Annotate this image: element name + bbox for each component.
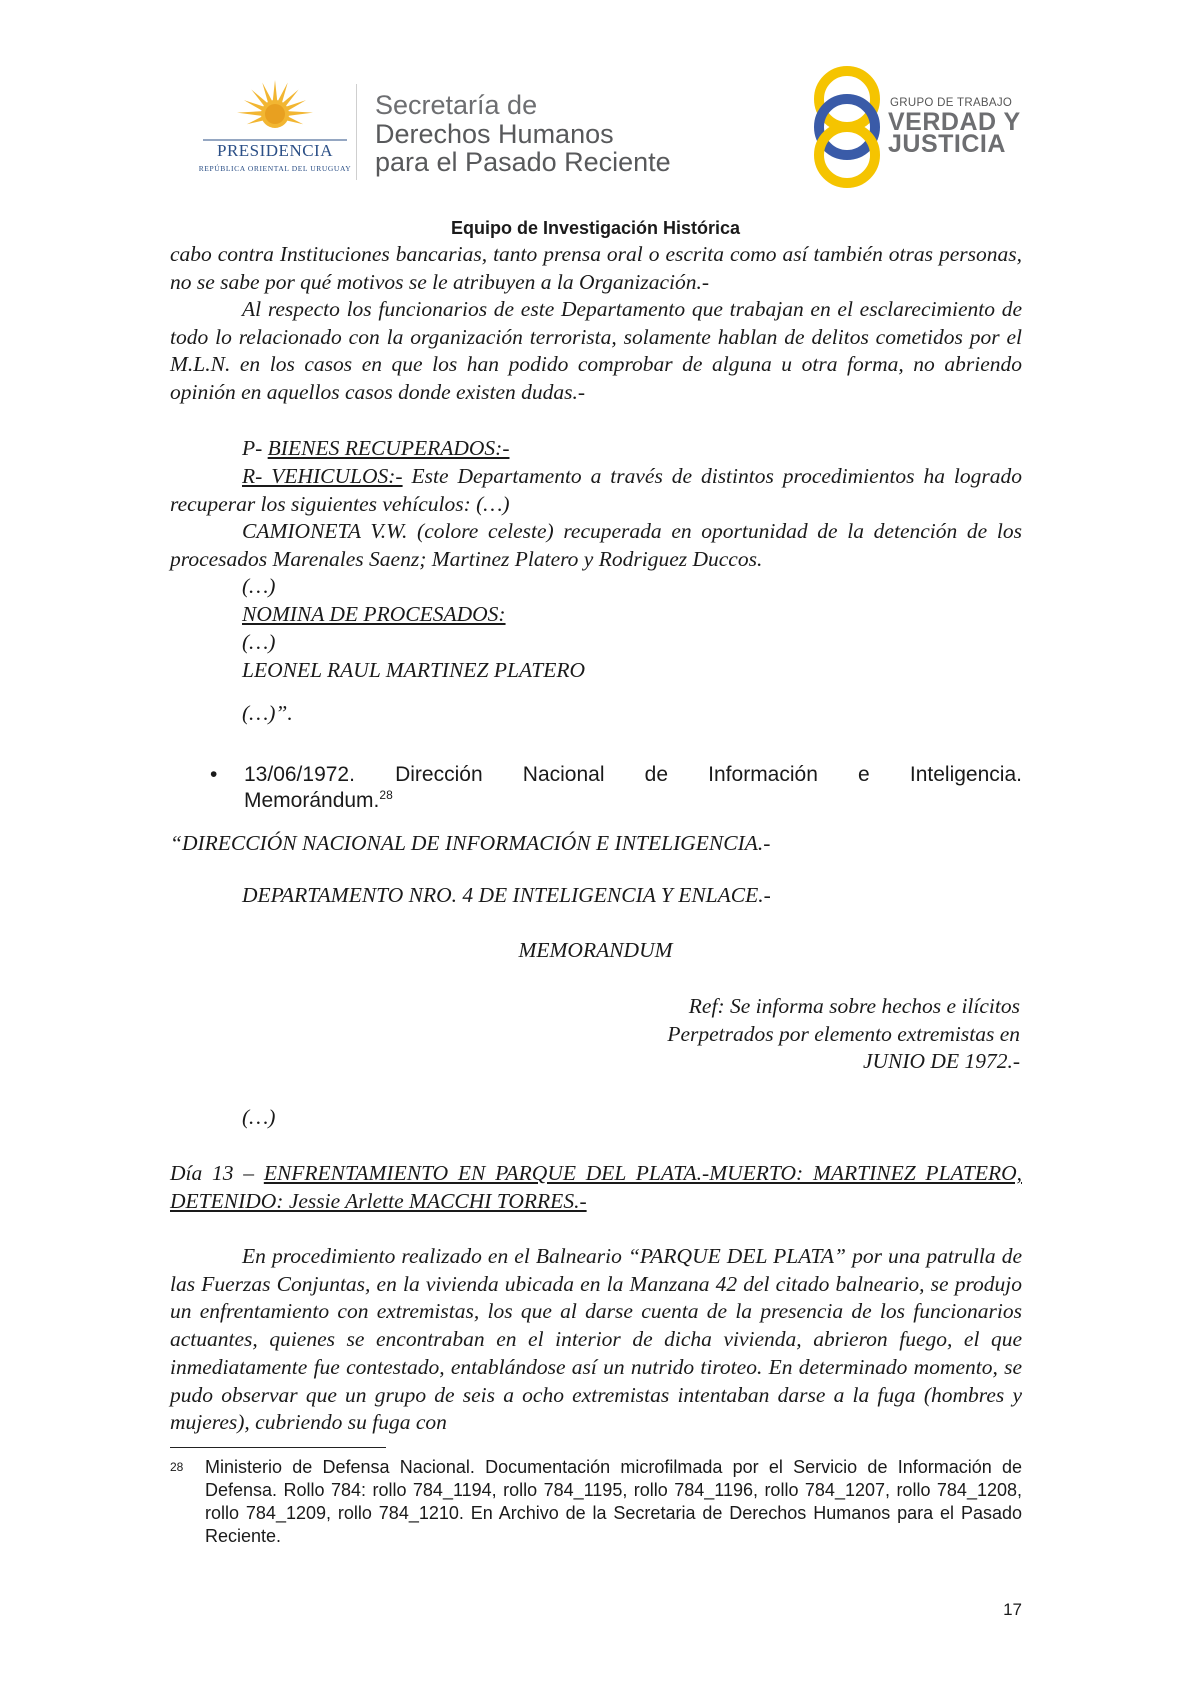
memorandum-title: MEMORANDUM: [518, 938, 673, 962]
dia-13-heading: [170, 1160, 1022, 1215]
bullet-line-1: [244, 762, 1022, 788]
footnote-text: Ministerio de Defensa Nacional. Documentación microfilmada por el Servicio de Información de Defensa. Rollo 784: rollo 784_1194, rollo 784_1195, rollo 784_1196, rollo 784_1207, rollo 784_1208, rollo 784_1209, rollo 784_1210. En Archivo de la Secretaria de Derechos Humanos para el Pasado Reciente.: [205, 1457, 1022, 1546]
footnote-reference: 28: [379, 788, 393, 802]
ellipsis: (…): [242, 1105, 276, 1129]
reference-line-2: Perpetrados por elemento extremistas en: [667, 1021, 1020, 1046]
procedimiento-paragraph: En procedimiento realizado en el Balneario “PARQUE DEL PLATA” por una patrulla de las Fuerzas Conjuntas, en la vivienda ubicada en la Manzana 42 del citado balneario, se produjo un enfrentamiento con extremistas, los que al darse cuenta de la presencia de los funcionarios actuantes, quienes se encontraban en el interior de dicha vivienda, abrieron fuego, el que inmediatamente fue contestado, entablándose así un nutrido tiroteo. En determinado momento, se pudo observar que un grupo de seis a ocho extremistas intentaban darse a la fuga (hombres y mujeres), cubriendo su fuga con: [170, 1244, 1022, 1435]
dnii-heading: “DIRECCIÓN NACIONAL DE INFORMACIÓN E INTELIGENCIA.-: [170, 831, 771, 855]
footnote-number: 28: [170, 1460, 184, 1474]
reference-line-3: JUNIO DE 1972.-: [862, 1049, 1020, 1074]
secretaria-logotype: [375, 90, 671, 176]
dia-title: ENFRENTAMIENTO EN PARQUE DEL PLATA.-MUERTO: MARTINEZ PLATERO, DETENIDO: Jessie Arlette MACCHI TORRES.-: [170, 1161, 1022, 1213]
nomina-heading: NOMINA DE PROCESADOS:: [242, 602, 506, 626]
bullet-line-2: [244, 788, 1022, 814]
bullet-word: Inteligencia.: [909, 763, 1022, 786]
vehiculos-title: R- VEHICULOS:-: [242, 464, 403, 488]
vehiculos-text: Este Departamento a través de distintos procedimientos ha logrado recuperar los siguientes vehículos: (…): [170, 464, 1022, 516]
procesado-name: LEONEL RAUL MARTINEZ PLATERO: [242, 658, 586, 682]
paragraph-respecto: Al respecto los funcionarios de este Departamento que trabajan en el esclarecimiento de todo lo relacionado con la organización terrorista, solamente hablan de delitos cometidos por el M.L.N. en los casos en que los han podido comprobar de alguna u otra forma, no abriendo opinión en aquellos casos donde existen dudas.-: [170, 297, 1022, 405]
bullet-word: e: [858, 763, 870, 786]
ellipsis-close-quote: (…)”.: [242, 701, 293, 725]
bullet-text: [244, 762, 1022, 814]
page-number: 17: [1003, 1600, 1022, 1619]
memorandum-word: Memorándum.: [244, 789, 380, 812]
bullet-word: de: [644, 763, 669, 786]
page-header: [0, 0, 1191, 238]
footnote-separator: [170, 1447, 386, 1448]
vehiculos-paragraph: [170, 463, 1022, 518]
secretaria-line-2: Derechos Humanos: [375, 119, 614, 149]
bullet-icon: •: [210, 763, 218, 786]
sun-emblem-icon: [195, 78, 355, 148]
bullet-word: Dirección: [395, 763, 483, 786]
presidencia-subtitle: REPÚBLICA ORIENTAL DEL URUGUAY: [198, 164, 352, 173]
bullet-word: Nacional: [522, 763, 605, 786]
departamento-heading: DEPARTAMENTO NRO. 4 DE INTELIGENCIA Y ENLACE.-: [242, 883, 771, 907]
reference-line-1: Ref: Se informa sobre hechos e ilícitos: [688, 994, 1020, 1018]
team-title: Equipo de Investigación Histórica: [450, 218, 741, 238]
justicia-label: JUSTICIA: [888, 130, 1006, 158]
bienes-heading: [242, 435, 1022, 463]
paragraph-continuation: cabo contra Instituciones bancarias, tanto prensa oral o escrita como así también otras personas, no se sabe por qué motivos se le atribuyen a la Organización.-: [170, 242, 1022, 294]
camioneta-paragraph: CAMIONETA V.W. (colore celeste) recuperada en oportunidad de la detención de los procesados Marenales Saenz; Martinez Platero y Rodriguez Duccos.: [170, 519, 1022, 571]
secretaria-line-1: Secretaría de: [375, 90, 538, 120]
presidencia-word: PRESIDENCIA: [216, 141, 333, 160]
ellipsis: (…): [242, 630, 276, 654]
secretaria-line-3: para el Pasado Reciente: [375, 147, 671, 177]
dia-label: Día 13 –: [170, 1161, 264, 1185]
ellipsis: (…): [242, 574, 276, 598]
bienes-label: P-: [242, 436, 268, 460]
logo-divider: [356, 84, 357, 180]
reference-block: [560, 993, 1020, 1076]
bullet-word: 13/06/1972.: [244, 763, 355, 786]
grupo-de-trabajo-label: GRUPO DE TRABAJO: [890, 97, 1013, 109]
presidencia-logo: [195, 78, 355, 178]
bullet-word: Información: [708, 763, 818, 786]
verdad-label: VERDAD Y: [888, 108, 1021, 136]
bienes-title: BIENES RECUPERADOS:-: [267, 436, 510, 460]
